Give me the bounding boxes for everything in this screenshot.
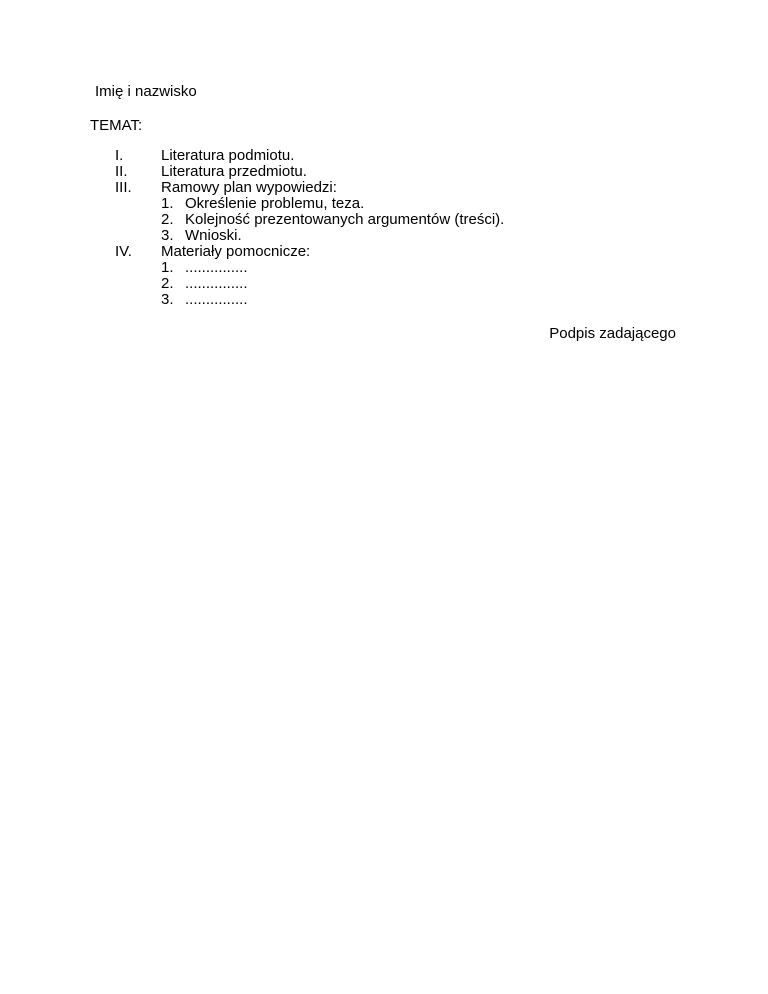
outline-numeral: II.	[115, 163, 128, 180]
subitem-number: 1.	[161, 195, 174, 212]
subitem-text: Kolejność prezentowanych argumentów (treści).	[185, 211, 505, 228]
outline-numeral: III.	[115, 179, 132, 196]
outline-text: Literatura podmiotu.	[161, 147, 295, 164]
subitem-text: Określenie problemu, teza.	[185, 195, 365, 212]
outline-text: Literatura przedmiotu.	[161, 163, 307, 180]
subitem-text: ...............	[185, 259, 248, 276]
subitem-text: Wnioski.	[185, 227, 242, 244]
subitem-number: 2.	[161, 275, 174, 292]
outline-numeral: IV.	[115, 243, 132, 260]
signature-label: Podpis zadającego	[549, 325, 676, 342]
topic-label: TEMAT:	[90, 117, 143, 134]
subitem-number: 2.	[161, 211, 174, 228]
subitem-number: 1.	[161, 259, 174, 276]
name-label: Imię i nazwisko	[95, 83, 197, 100]
outline-text: Ramowy plan wypowiedzi:	[161, 179, 337, 196]
outline-text: Materiały pomocnicze:	[161, 243, 311, 260]
subitem-number: 3.	[161, 227, 174, 244]
subitem-text: ...............	[185, 291, 248, 308]
subitem-number: 3.	[161, 291, 174, 308]
subitem-text: ...............	[185, 275, 248, 292]
outline-numeral: I.	[115, 147, 124, 164]
